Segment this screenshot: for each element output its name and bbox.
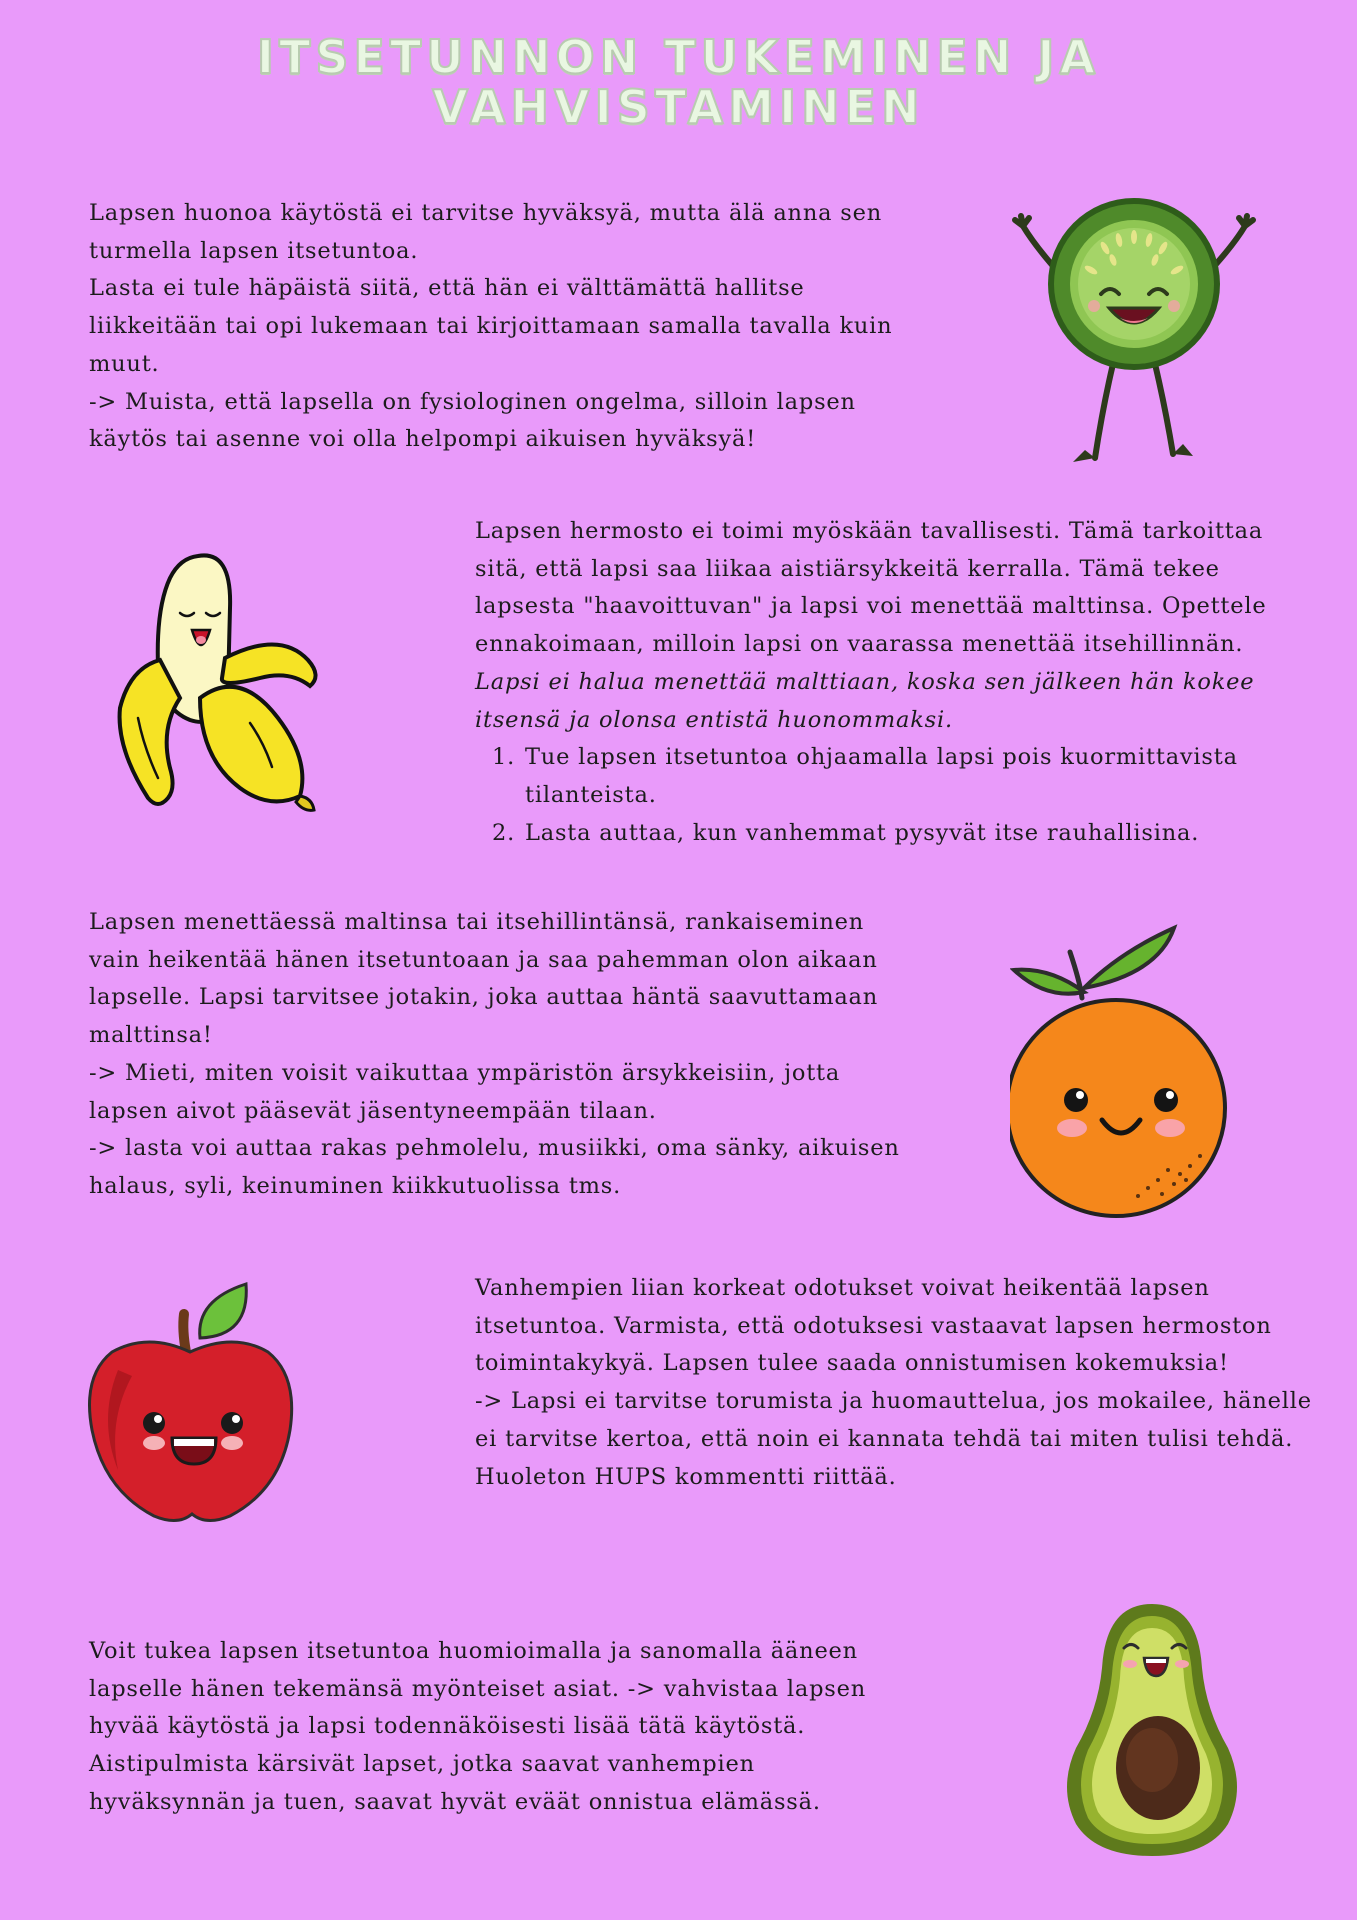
section3-paragraph-1: Lapsen menettäessä maltinsa tai itsehillintänsä, rankaiseminen vain heikentää hänen itsetuntoaan ja saa pahemman olon aikaan lapselle. Lapsi tarvitsee jotakin, joka auttaa häntä saavuttamaan malttinsa! xyxy=(89,909,879,1049)
page-title xyxy=(0,32,1357,132)
section-positive-reinforcement xyxy=(89,1633,919,1822)
section2-paragraph-2: Lapsi ei halua menettää malttiaan, koska sen jälkeen hän kokee itsensä ja olonsa entistä huonommaksi. xyxy=(475,668,1255,733)
banana-character-icon xyxy=(110,548,325,813)
section2-paragraph-1: Lapsen hermosto ei toimi myöskään tavallisesti. Tämä tarkoittaa sitä, että lapsi saa liikaa aistiärsykkeitä kerralla. Tämä tekee lapsesta "haavoittuvan" ja lapsi voi menettää malttinsa. Opettele ennakoimaan, milloin lapsi on vaarassa menettää itsehillinnän. xyxy=(475,518,1267,658)
section-losing-temper xyxy=(89,904,919,1206)
section2-list xyxy=(475,739,1315,852)
section1-paragraph-1: Lapsen huonoa käytöstä ei tarvitse hyväksyä, mutta älä anna sen turmella lapsen itsetuntoa. xyxy=(89,200,883,264)
section1-paragraph-3: -> Muista, että lapsella on fysiologinen ongelma, silloin lapsen käytös tai asenne voi olla helpompi aikuisen hyväksyä! xyxy=(89,388,856,453)
section-self-esteem-behaviour xyxy=(89,195,919,459)
avocado-character-icon xyxy=(1060,1598,1245,1858)
section2-list-item-1: 1. Tue lapsen itsetuntoa ohjaamalla lapsi pois kuormittavista tilanteista. xyxy=(523,739,1315,814)
orange-character-icon xyxy=(1010,922,1240,1222)
section3-paragraph-2: -> Mieti, miten voisit vaikuttaa ympäristön ärsykkeisiin, jotta lapsen aivot pääsevät jäsentyneempään tilaan. xyxy=(89,1059,841,1124)
page-title-line-1: ITSETUNNON TUKEMINEN JA xyxy=(256,30,1101,84)
section-nervous-system xyxy=(475,513,1315,852)
section4-paragraph-1: Vanhempien liian korkeat odotukset voivat heikentää lapsen itsetuntoa. Varmista, että odotuksesi vastaavat lapsen hermoston toimintakykyä. Lapsen tulee saada onnistumisen kokemuksia! xyxy=(475,1275,1272,1377)
section-parent-expectations xyxy=(475,1270,1315,1496)
section1-paragraph-2: Lasta ei tule häpäistä siitä, että hän ei välttämättä hallitse liikkeitään tai opi lukemaan tai kirjoittamaan samalla tavalla kuin muut. xyxy=(89,275,893,377)
section5-paragraph-1: Voit tukea lapsen itsetuntoa huomioimalla ja sanomalla ääneen lapselle hänen tekemänsä myönteiset asiat. -> vahvistaa lapsen hyvää käytöstä ja lapsi todennäköisesti lisää tätä käytöstä. Aistipulmista kärsivät lapset, jotka saavat vanhempien hyväksynnän ja tuen, saavat hyvät eväät onnistua elämässä. xyxy=(89,1638,867,1815)
page-title-line-2: VAHVISTAMINEN xyxy=(432,80,925,134)
section2-list-item-2: 2. Lasta auttaa, kun vanhemmat pysyvät itse rauhallisina. xyxy=(523,815,1315,853)
apple-character-icon xyxy=(88,1280,298,1525)
cucumber-character-icon xyxy=(995,196,1275,466)
section3-paragraph-3: -> lasta voi auttaa rakas pehmolelu, musiikki, oma sänky, aikuisen halaus, syli, keinuminen kiikkutuolissa tms. xyxy=(89,1135,900,1199)
section4-paragraph-2: -> Lapsi ei tarvitse torumista ja huomauttelua, jos mokailee, hänelle ei tarvitse kertoa, että noin ei kannata tehdä tai miten tulisi tehdä. Huoleton HUPS kommentti riittää. xyxy=(475,1388,1312,1490)
